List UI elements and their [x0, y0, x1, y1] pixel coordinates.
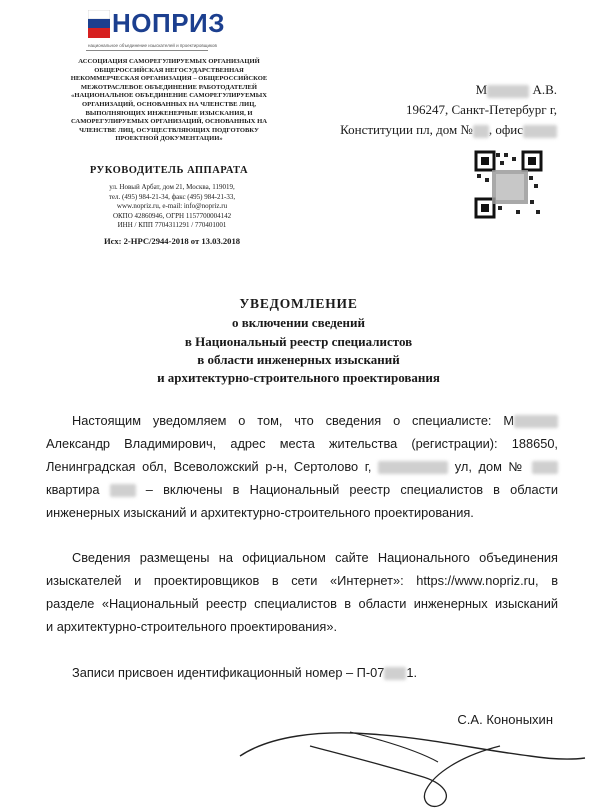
paragraph-line: и архитектурно-строительного проектирования». — [46, 619, 338, 634]
contact-line: ОКПО 42860946, ОГРН 1157700004142 — [112, 211, 232, 220]
recipient-address — [340, 80, 557, 140]
redacted-area — [473, 125, 489, 138]
redacted-area — [384, 667, 406, 680]
line-text: квартира — [46, 482, 100, 497]
paragraph-line: изыскателей и проектировщиков в сети «Интернет»: https://www.nopriz.ru, в — [46, 573, 558, 588]
line-text: Ленинградская обл, Всеволожский р-н, Сертолово г, — [46, 459, 372, 474]
redacted-area — [532, 461, 558, 474]
title-line: о включении сведений — [231, 315, 366, 330]
recipient-name — [340, 80, 557, 100]
recipient-street-start: Конституции пл, дом № — [340, 122, 473, 137]
line-text: ул, дом № — [454, 459, 526, 474]
org-line: АССОЦИАЦИЯ САМОРЕГУЛИРУЕМЫХ ОРГАНИЗАЦИЙ — [78, 58, 260, 65]
signatory-name: С.А. Кононыхин — [457, 712, 553, 727]
paragraph-line — [46, 661, 558, 684]
recipient-office-label: , офис — [488, 122, 523, 137]
redacted-area — [514, 415, 558, 428]
recipient-street — [340, 120, 557, 140]
contact-line: ул. Новый Арбат, дом 21, Москва, 119019, — [109, 183, 235, 191]
paragraph-line — [46, 478, 558, 501]
title-line: в области инженерных изысканий — [197, 352, 400, 367]
recipient-city: 196247, Санкт-Петербург г, — [406, 102, 557, 117]
redacted-area — [110, 484, 136, 497]
org-line: ПРОЕКТНОЙ ДОКУМЕНТАЦИИ» — [115, 135, 223, 143]
title-line: и архитектурно-строительного проектирования — [157, 370, 440, 385]
document-title: УВЕДОМЛЕНИЕ — [239, 296, 358, 311]
paragraph-line — [46, 409, 558, 432]
title-line: в Национальный реестр специалистов — [184, 334, 413, 349]
logo-divider — [86, 50, 208, 51]
paragraph-line: Александр Владимирович, адрес места жительства (регистрации): 188650, — [46, 436, 558, 451]
handwritten-signature — [230, 716, 590, 811]
recipient-initials: А.В. — [532, 82, 557, 97]
logo-subtitle: национальное объединение изыскателей и проектировщиков — [88, 43, 217, 48]
org-line: НЕКОММЕРЧЕСКАЯ ОРГАНИЗАЦИЯ – ОБЩЕРОССИЙСКОЕ — [70, 75, 268, 83]
org-line: ОРГАНИЗАЦИЙ, ОСНОВАННЫХ НА ЧЛЕНСТВЕ ЛИЦ, — [82, 100, 256, 108]
nopriz-logo — [88, 6, 226, 50]
contact-line: www.nopriz.ru, e-mail: info@nopriz.ru — [116, 202, 228, 211]
department-head: РУКОВОДИТЕЛЬ АППАРАТА — [89, 165, 249, 176]
outgoing-number: Исх: 2-НРС/2944-2018 от 13.03.2018 — [103, 236, 241, 246]
qr-code-icon — [474, 150, 543, 219]
org-line: «НАЦИОНАЛЬНОЕ ОБЪЕДИНЕНИЕ САМОРЕГУЛИРУЕМЫХ — [71, 92, 267, 100]
org-line: САМОРЕГУЛИРУЕМЫХ ОРГАНИЗАЦИЙ, ОСНОВАННЫХ НА — [71, 118, 267, 126]
org-line: ВЫПОЛНЯЮЩИХ ИНЖЕНЕРНЫЕ ИЗЫСКАНИЯ, И — [85, 109, 253, 117]
contacts — [64, 183, 280, 231]
contact-line: ИНН / КПП 7704311291 / 770401001 — [117, 221, 227, 230]
organization-name — [64, 58, 274, 144]
line-text: 1. — [406, 665, 418, 680]
org-line: ЧЛЕНСТВЕ ЛИЦ, ОСУЩЕСТВЛЯЮЩИХ ПОДГОТОВКУ — [79, 126, 259, 134]
flag-icon — [88, 10, 110, 38]
line-text: Записи присвоен идентификационный номер – П-07 — [72, 665, 385, 680]
recipient-name-start: М — [475, 82, 488, 97]
paragraph-line: разделе «Национальный реестр специалистов в области инженерных изысканий — [46, 596, 558, 611]
org-line: ОБЩЕРОССИЙСКАЯ НЕГОСУДАРСТВЕННАЯ — [94, 66, 244, 74]
redacted-area — [487, 85, 529, 98]
contact-line: тел. (495) 984-21-34, факс (495) 984-21-33, — [108, 192, 236, 201]
paragraph-line: Сведения размещены на официальном сайте Национального объединения — [72, 550, 558, 565]
redacted-area — [378, 461, 448, 474]
website-paragraph — [46, 546, 558, 638]
paragraph-line — [46, 455, 558, 478]
id-number-paragraph — [46, 661, 558, 684]
org-line: МЕЖОТРАСЛЕВОЕ ОБЪЕДИНЕНИЕ РАБОТОДАТЕЛЕЙ — [80, 83, 258, 91]
line-text: Настоящим уведомляем о том, что сведения о специалисте: М — [72, 413, 514, 428]
redacted-area — [523, 125, 557, 138]
paragraph-line: инженерных изысканий и архитектурно-строительного проектирования. — [46, 505, 474, 520]
notification-paragraph — [46, 409, 558, 524]
logo-text: НОПРИЗ — [112, 8, 226, 38]
line-text: – включены в Национальный реестр специалистов в области — [145, 482, 558, 497]
